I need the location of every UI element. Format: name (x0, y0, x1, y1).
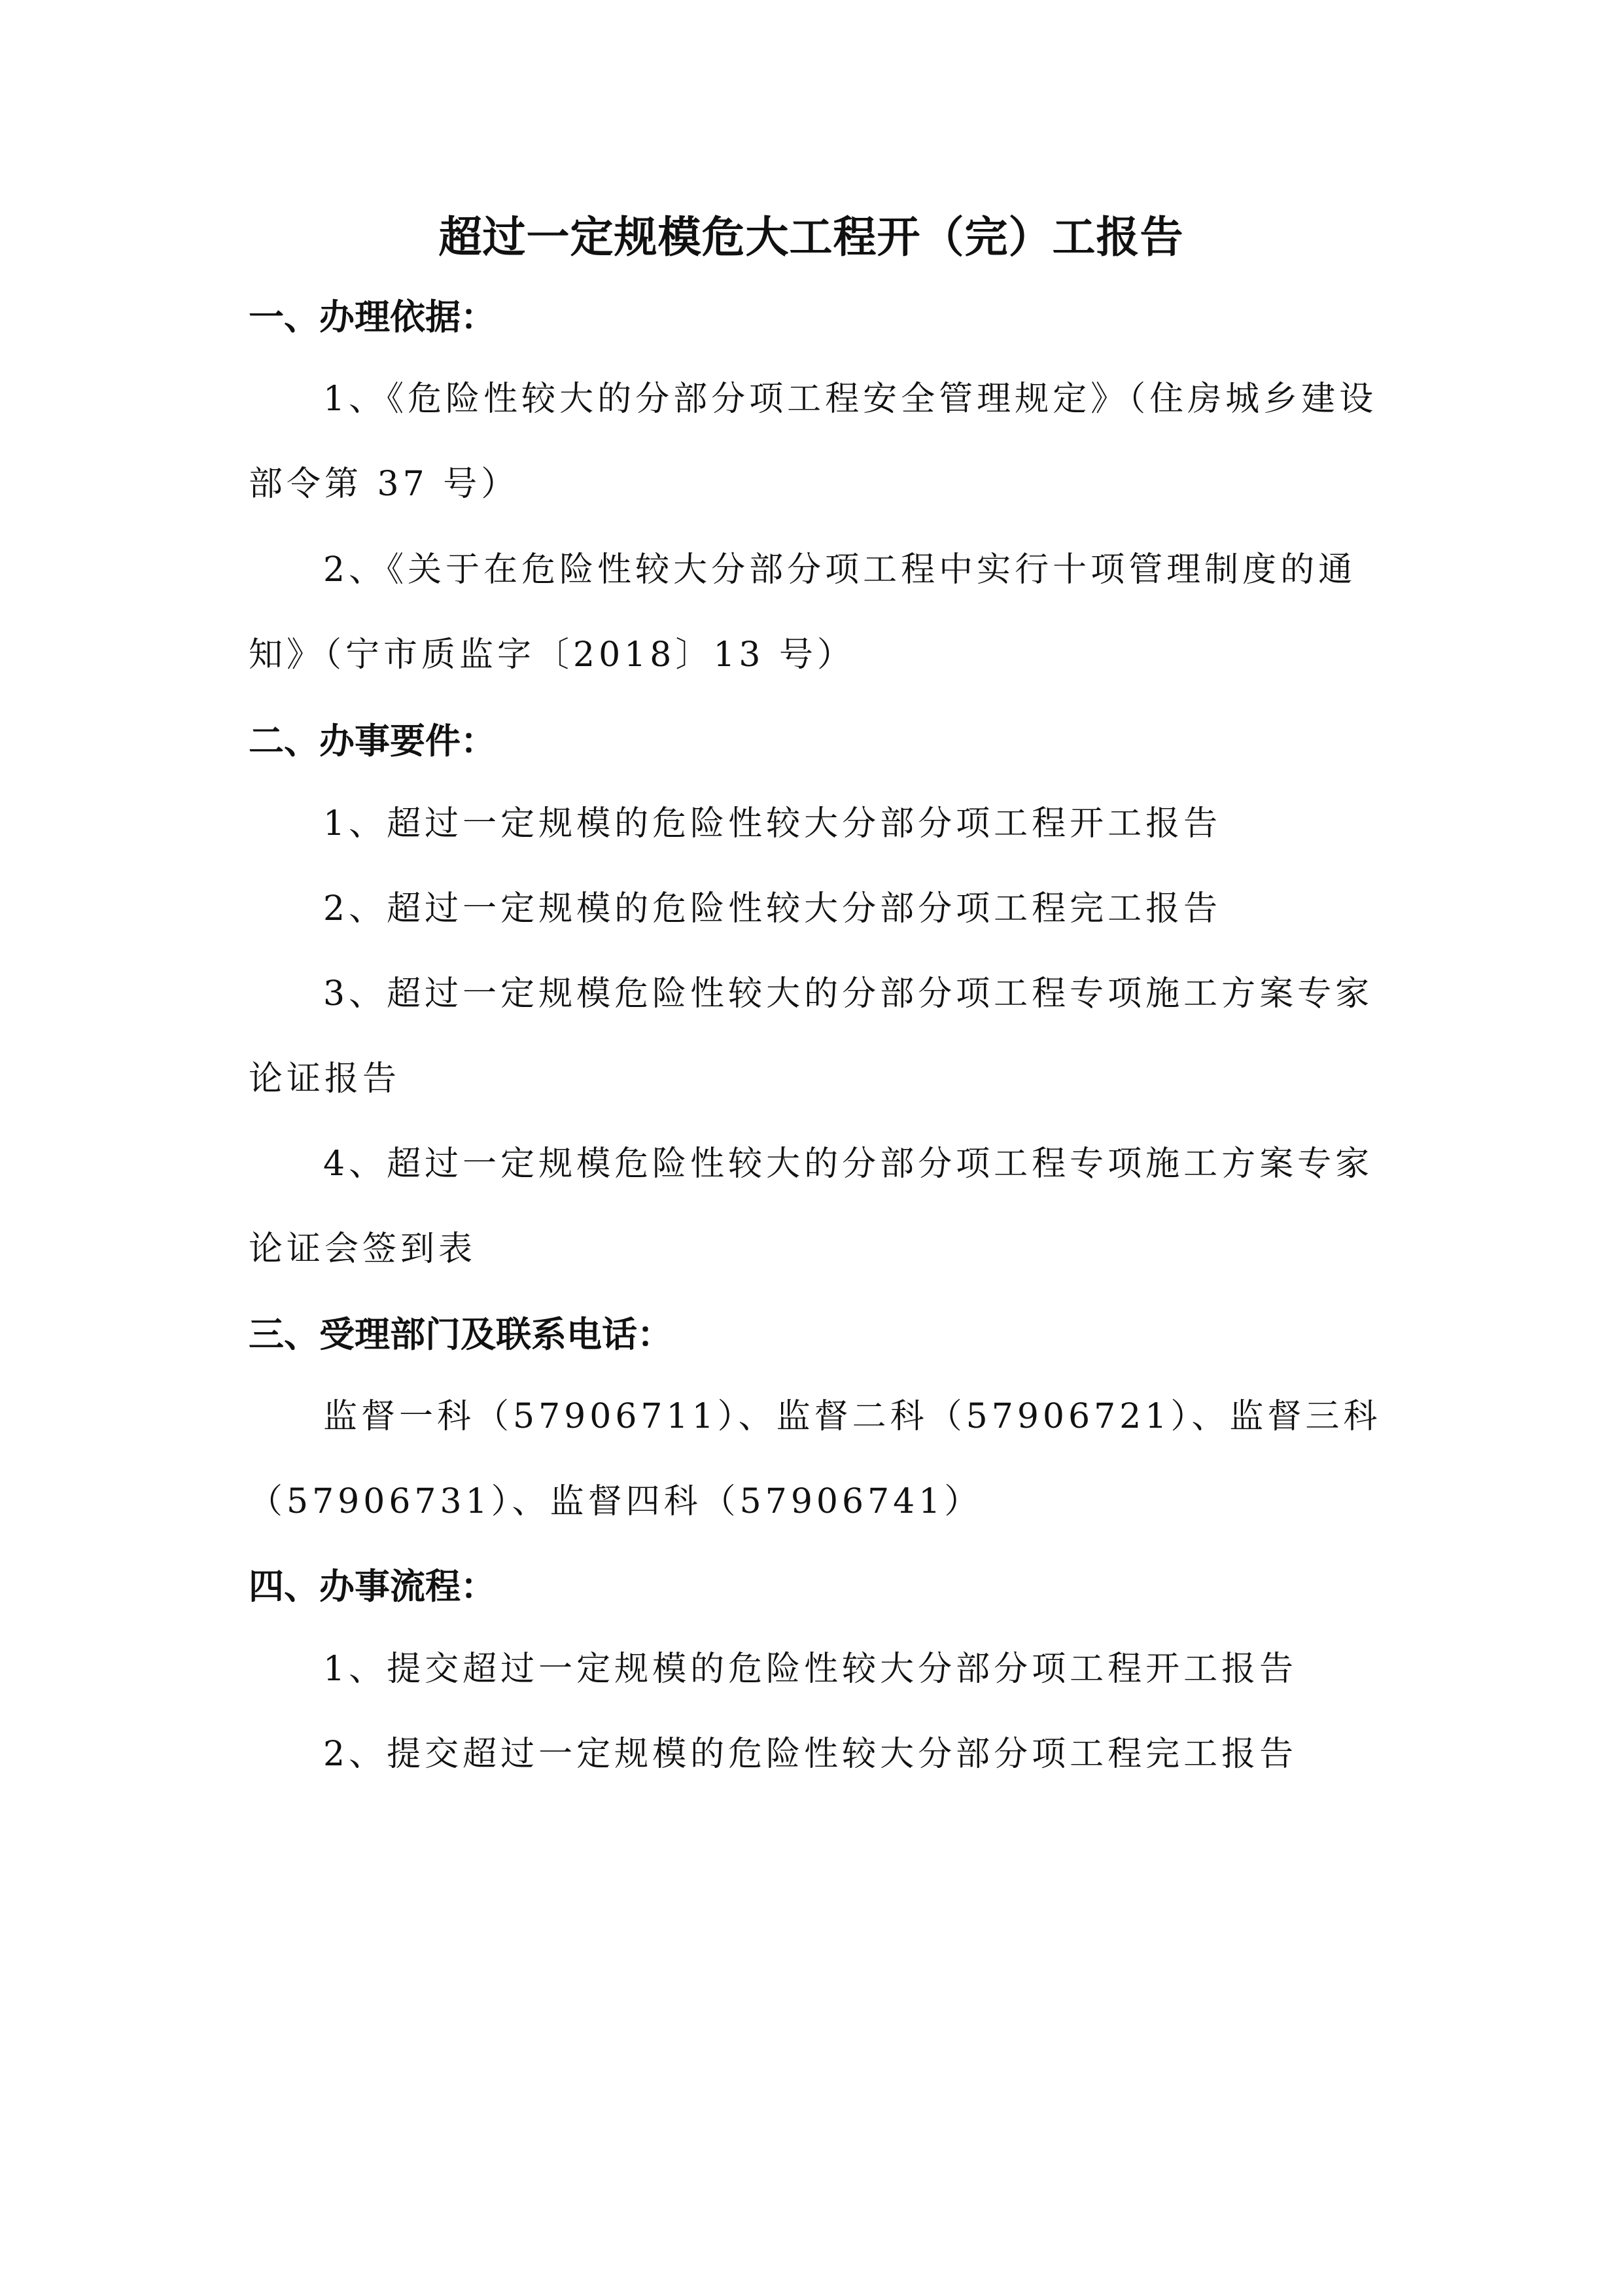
basis-item-1: 1、《危险性较大的分部分项工程安全管理规定》（住房城乡建设部令第 37 号） (249, 380, 1378, 504)
document-title: 超过一定规模危大工程开（完）工报告 (438, 212, 1184, 262)
requirement-item-1: 1、超过一定规模的危险性较大分部分项工程开工报告 (323, 804, 1222, 843)
section-heading-process: 四、办事流程： (249, 1566, 496, 1607)
requirement-item-2: 2、超过一定规模的危险性较大分部分项工程完工报告 (323, 889, 1222, 928)
requirement-item-3: 3、超过一定规模危险性较大的分部分项工程专项施工方案专家论证报告 (249, 974, 1374, 1099)
section-heading-requirements: 二、办事要件： (249, 720, 496, 762)
contact-departments: 监督一科（57906711）、监督二科（57906721）、监督三科（57906731）、监督四科（57906741） (249, 1397, 1382, 1521)
section-heading-basis: 一、办理依据： (249, 296, 496, 338)
process-item-1: 1、提交超过一定规模的危险性较大分部分项工程开工报告 (323, 1650, 1298, 1689)
process-item-2: 2、提交超过一定规模的危险性较大分部分项工程完工报告 (323, 1735, 1298, 1774)
requirement-item-4: 4、超过一定规模危险性较大的分部分项工程专项施工方案专家论证会签到表 (249, 1144, 1374, 1269)
basis-item-2: 2、《关于在危险性较大分部分项工程中实行十项管理制度的通知》（宁市质监字〔2018〕13 号） (249, 550, 1357, 675)
section-heading-contacts: 三、受理部门及联系电话： (249, 1314, 672, 1355)
